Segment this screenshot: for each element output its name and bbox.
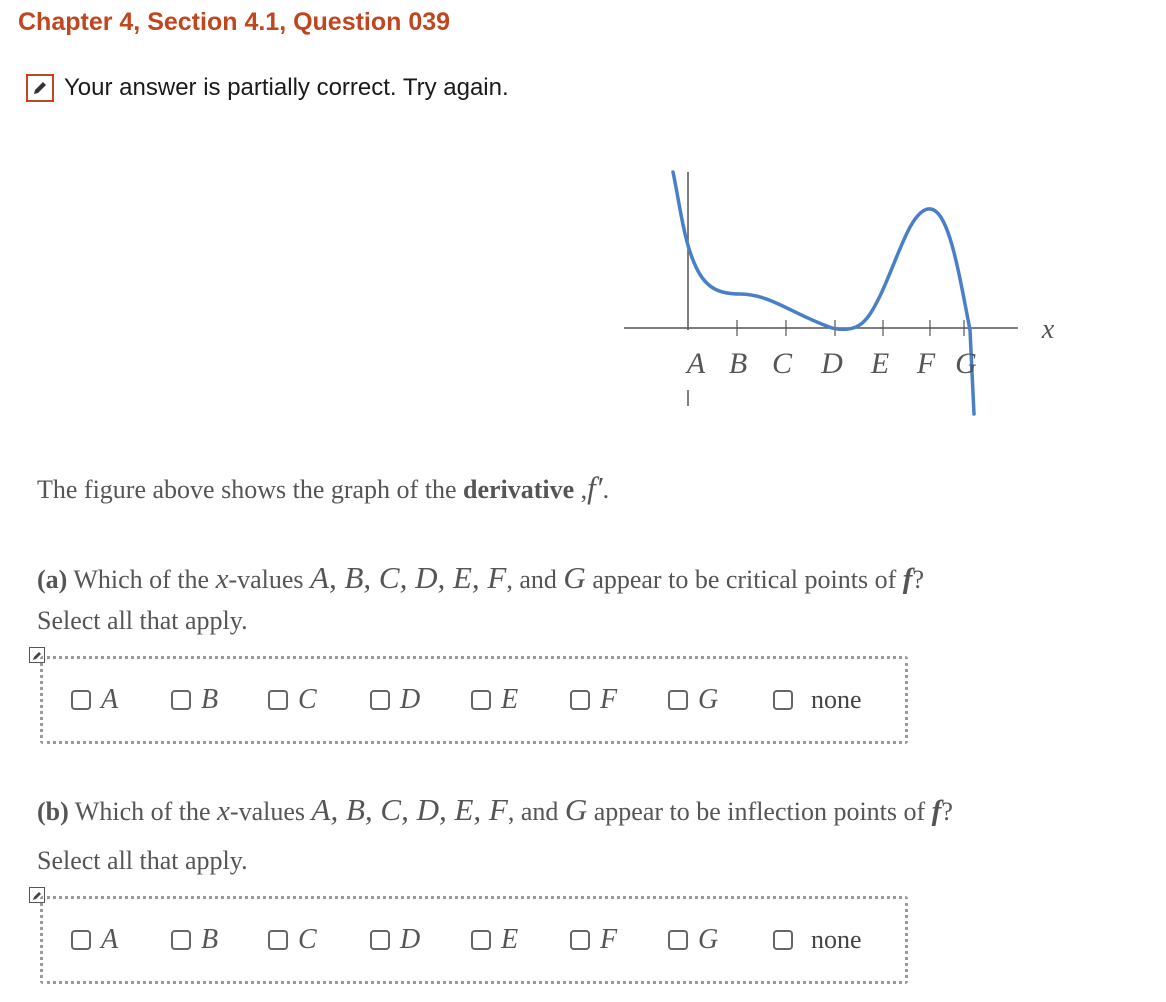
- option-f[interactable]: F: [570, 924, 668, 956]
- part-b-instruction: Select all that apply.: [37, 846, 248, 875]
- tick-label-g: G: [955, 347, 977, 380]
- option-c[interactable]: C: [268, 924, 370, 956]
- question-title: Chapter 4, Section 4.1, Question 039: [18, 8, 451, 36]
- checkbox[interactable]: [773, 930, 793, 950]
- status-text: Your answer is partially correct. Try again.: [64, 74, 509, 101]
- tick-label-c: C: [771, 347, 793, 380]
- option-b[interactable]: B: [171, 924, 268, 956]
- option-e[interactable]: E: [471, 924, 570, 956]
- tick-label-f: F: [916, 347, 936, 380]
- checkbox[interactable]: [71, 690, 91, 710]
- checkbox[interactable]: [471, 690, 491, 710]
- part-b-options: [43, 899, 905, 981]
- answer-status: [26, 74, 509, 102]
- tick-label-b: B: [728, 347, 748, 380]
- tick-labels: [685, 347, 977, 380]
- checkbox[interactable]: [668, 930, 688, 950]
- option-c[interactable]: C: [268, 684, 370, 716]
- checkbox[interactable]: [370, 930, 390, 950]
- derivative-bold: derivative: [462, 475, 575, 504]
- option-a[interactable]: A: [71, 924, 171, 956]
- checkbox[interactable]: [773, 690, 793, 710]
- option-f[interactable]: F: [570, 684, 668, 716]
- pencil-icon: [26, 74, 54, 102]
- checkbox[interactable]: [668, 690, 688, 710]
- checkbox[interactable]: [268, 930, 288, 950]
- derivative-graph: [612, 160, 1055, 420]
- part-b-answer-box: [40, 896, 908, 984]
- checkbox[interactable]: [471, 930, 491, 950]
- option-none[interactable]: none: [773, 925, 862, 955]
- option-a[interactable]: A: [71, 684, 171, 716]
- checkbox[interactable]: [71, 930, 91, 950]
- option-none[interactable]: none: [773, 685, 862, 715]
- tick-label-e: E: [870, 347, 890, 380]
- option-b[interactable]: B: [171, 684, 268, 716]
- option-d[interactable]: D: [370, 924, 471, 956]
- checkbox[interactable]: [268, 690, 288, 710]
- tick-label-d: D: [821, 347, 843, 380]
- axis-label-x: x: [1041, 314, 1055, 345]
- part-a-answer-box: [40, 656, 908, 744]
- part-a-options: [43, 659, 905, 741]
- part-a-instruction: Select all that apply.: [37, 606, 248, 635]
- checkbox[interactable]: [171, 690, 191, 710]
- problem-statement: The figure above shows the graph of the derivative ,f′.: [37, 470, 610, 505]
- option-e[interactable]: E: [471, 684, 570, 716]
- checkbox[interactable]: [570, 690, 590, 710]
- option-g[interactable]: G: [668, 924, 773, 956]
- checkbox[interactable]: [370, 690, 390, 710]
- checkbox[interactable]: [570, 930, 590, 950]
- option-d[interactable]: D: [370, 684, 471, 716]
- part-b-question: (b) Which of the x-values A, B, C, D, E, F, and G appear to be inflection points of f?: [37, 792, 953, 827]
- part-a-question: (a) Which of the x-values A, B, C, D, E, F, and G appear to be critical points of f?: [37, 560, 924, 595]
- option-g[interactable]: G: [668, 684, 773, 716]
- tick-label-a: A: [686, 347, 706, 380]
- f-prime-symbol: f′: [587, 470, 603, 505]
- checkbox[interactable]: [171, 930, 191, 950]
